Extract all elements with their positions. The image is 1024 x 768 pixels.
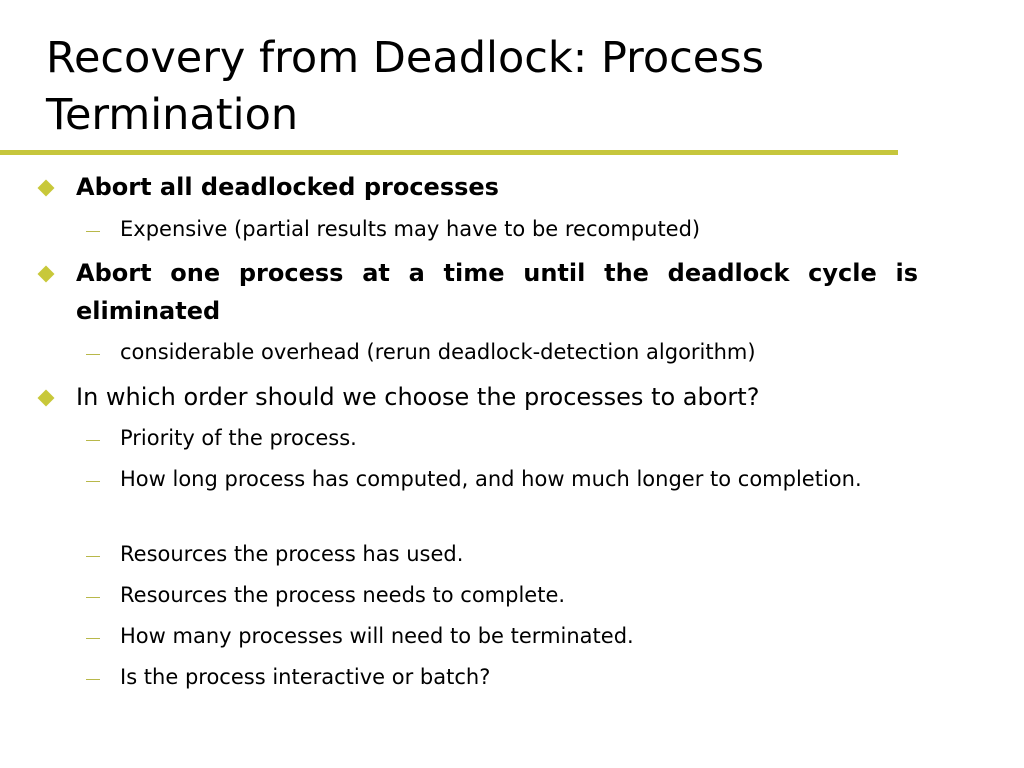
dash-icon [86, 638, 100, 639]
dash-icon [86, 354, 100, 355]
dash-icon [86, 440, 100, 441]
title-underline [0, 150, 898, 155]
slide-title: Recovery from Deadlock: Process Termination [46, 33, 765, 140]
dash-icon [86, 679, 100, 680]
dash-icon [86, 231, 100, 232]
dash-icon [86, 597, 100, 598]
bullet-text: Abort one process at a time until the deadlock cycle is eliminated [76, 259, 918, 325]
bullet-text: Abort all deadlocked processes [76, 173, 499, 201]
diamond-bullet-icon [38, 266, 55, 283]
sub-bullet-text: Expensive (partial results may have to be recomputed) [120, 217, 701, 241]
sub-bullet-text: Resources the process has used. [120, 542, 464, 566]
sub-bullet-text: Priority of the process. [120, 426, 357, 450]
dash-icon [86, 556, 100, 557]
bullet-text: In which order should we choose the processes to abort? [76, 383, 760, 411]
sub-bullet-text: How long process has computed, and how much longer to completion. [120, 467, 862, 491]
diamond-bullet-icon [38, 390, 55, 407]
diamond-bullet-icon [38, 180, 55, 197]
sub-bullet-text: Is the process interactive or batch? [120, 665, 491, 689]
sub-bullet-text: How many processes will need to be terminated. [120, 624, 634, 648]
dash-icon [86, 481, 100, 482]
sub-bullet-text: Resources the process needs to complete. [120, 583, 566, 607]
sub-bullet-text: considerable overhead (rerun deadlock-detection algorithm) [120, 340, 756, 364]
